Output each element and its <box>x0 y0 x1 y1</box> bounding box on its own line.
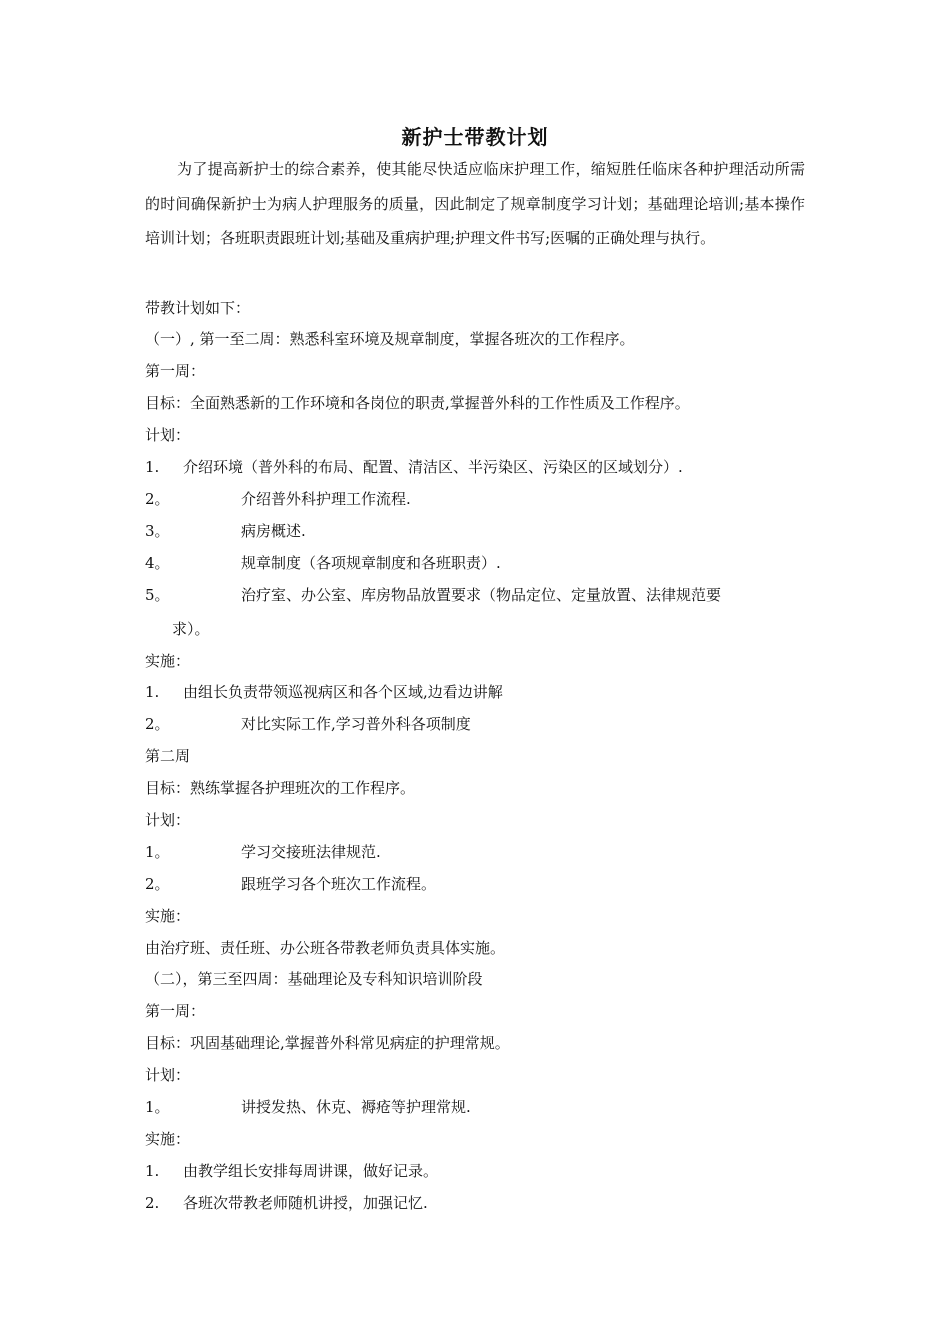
list-text: 各班次带教老师随机讲授，加强记忆. <box>183 1194 428 1212</box>
stage2-week1-goal: 目标：巩固基础理论,掌握普外科常见病症的护理常规。 <box>145 1034 510 1052</box>
list-text: 对比实际工作,学习普外科各项制度 <box>241 715 471 733</box>
stage2-week1-label: 第一周： <box>145 1002 206 1020</box>
stage1-week1-goal: 目标：全面熟悉新的工作环境和各岗位的职责,掌握普外科的工作性质及工作程序。 <box>145 394 690 412</box>
stage1-week2-plan-label: 计划： <box>145 811 191 829</box>
list-text: 跟班学习各个班次工作流程。 <box>241 875 437 893</box>
stage2-week1-impl-label: 实施： <box>145 1130 191 1148</box>
stage1-week2-label: 第二周 <box>145 747 191 765</box>
list-number: 1. <box>145 458 160 476</box>
stage2-heading: （二），第三至四周：基础理论及专科知识培训阶段 <box>145 970 483 988</box>
list-item <box>145 681 503 703</box>
plan-heading: 带教计划如下： <box>145 299 251 317</box>
list-item <box>145 873 436 895</box>
list-number: 3。 <box>145 522 170 540</box>
list-number: 4。 <box>145 554 170 572</box>
list-text: 介绍环境（普外科的布局、配置、清洁区、半污染区、污染区的区域划分）. <box>183 458 683 476</box>
list-item <box>145 713 471 735</box>
list-number: 2。 <box>145 875 170 893</box>
list-item <box>145 456 683 478</box>
list-item <box>145 584 721 606</box>
list-item <box>145 1160 438 1182</box>
stage1-heading: （一）, 第一至二周：熟悉科室环境及规章制度，掌握各班次的工作程序。 <box>145 330 635 348</box>
stage1-week1-label: 第一周： <box>145 362 206 380</box>
list-text: 学习交接班法律规范. <box>241 843 381 861</box>
list-item <box>145 488 411 510</box>
intro-paragraph: 为了提高新护士的综合素养，使其能尽快适应临床护理工作，缩短胜任临床各种护理活动所需的时间确保新护士为病人护理服务的质量，因此制定了规章制度学习计划；基础理论培训;基本操作培训计划；各班职责跟班计划;基础及重病护理;护理文件书写;医嘱的正确处理与执行。 <box>145 160 805 247</box>
list-number: 2。 <box>145 715 170 733</box>
list-item <box>145 552 501 574</box>
list-item <box>145 1096 471 1118</box>
list-text: 规章制度（各项规章制度和各班职责）. <box>241 554 501 572</box>
list-text: 介绍普外科护理工作流程. <box>241 490 411 508</box>
stage1-week2-impl-text: 由治疗班、责任班、办公班各带教老师负责具体实施。 <box>145 939 506 957</box>
list-item <box>145 1192 428 1214</box>
stage2-week1-plan-label: 计划： <box>145 1066 191 1084</box>
list-number: 1. <box>145 683 160 701</box>
list-number: 1。 <box>145 1098 170 1116</box>
list-number: 2。 <box>145 490 170 508</box>
stage1-week1-impl-label: 实施： <box>145 652 191 670</box>
list-item <box>145 841 381 863</box>
list-text: 由教学组长安排每周讲课，做好记录。 <box>183 1162 439 1180</box>
stage1-week2-impl-label: 实施： <box>145 907 191 925</box>
stage1-week1-plan-label: 计划： <box>145 426 191 444</box>
list-text: 讲授发热、休克、褥疮等护理常规. <box>241 1098 471 1116</box>
list-item <box>145 520 306 542</box>
list-number: 5。 <box>145 586 170 604</box>
list-item-continuation: 求）。 <box>172 620 210 638</box>
list-number: 1。 <box>145 843 170 861</box>
stage1-week2-goal: 目标：熟练掌握各护理班次的工作程序。 <box>145 779 416 797</box>
document-title: 新护士带教计划 <box>401 125 549 149</box>
list-text: 病房概述. <box>241 522 306 540</box>
list-text: 治疗室、办公室、库房物品放置要求（物品定位、定量放置、法律规范要 <box>241 586 722 604</box>
list-number: 2. <box>145 1194 160 1212</box>
list-number: 1. <box>145 1162 160 1180</box>
list-text: 由组长负责带领巡视病区和各个区域,边看边讲解 <box>183 683 503 701</box>
